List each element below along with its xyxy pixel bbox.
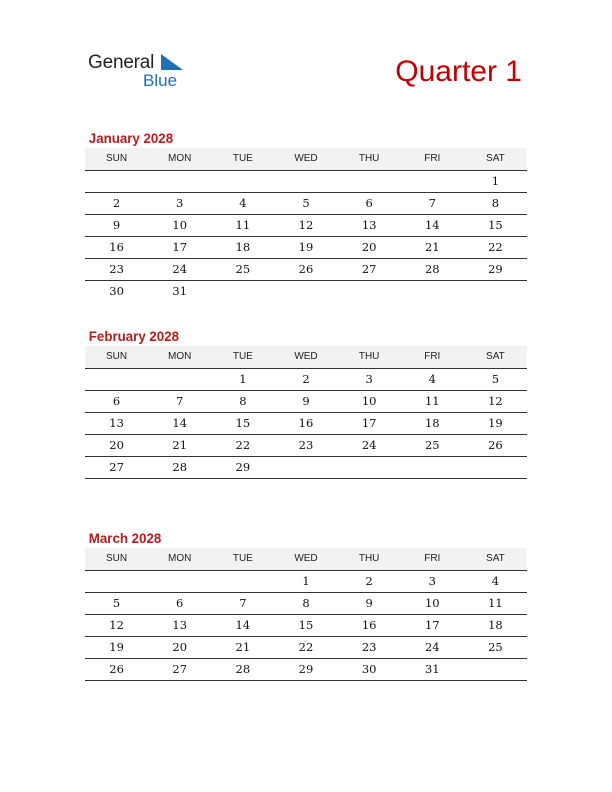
day-cell: 21 — [424, 240, 440, 254]
day-cell: 27 — [172, 662, 188, 676]
day-cell: 5 — [491, 372, 500, 386]
day-cell: 11 — [235, 218, 251, 232]
week-row — [85, 369, 527, 391]
day-cell: 24 — [361, 438, 377, 452]
day-cell: 9 — [302, 394, 310, 408]
logo-text-blue: Blue — [143, 71, 178, 90]
weekday-label: WED — [294, 153, 318, 164]
weekday-label: WED — [294, 351, 318, 362]
day-cell: 9 — [112, 218, 121, 232]
day-cell: 25 — [235, 262, 251, 276]
generalblue-logo — [88, 52, 208, 92]
month-title: March 2028 — [88, 530, 162, 546]
weekday-label: SAT — [486, 351, 505, 362]
weekday-label: SAT — [486, 553, 505, 564]
weekday-label: TUE — [232, 553, 253, 564]
weekday-label: MON — [168, 153, 192, 164]
day-cell: 5 — [112, 596, 121, 610]
day-cell: 30 — [361, 662, 377, 676]
day-cell: 15 — [488, 218, 503, 232]
weekday-label: THU — [358, 553, 380, 564]
day-cell — [148, 171, 211, 192]
day-cell: 2 — [302, 372, 310, 386]
day-cell: 29 — [488, 262, 503, 276]
day-cell: 26 — [109, 662, 124, 676]
day-cell: 10 — [424, 596, 440, 610]
weekday-label: SUN — [106, 553, 128, 564]
day-cell: 21 — [235, 640, 251, 654]
day-cell — [211, 171, 274, 192]
day-cell: 22 — [235, 438, 251, 452]
day-cell: 4 — [239, 196, 247, 210]
day-cell: 1 — [239, 372, 247, 386]
day-cell: 17 — [424, 618, 440, 632]
day-cell: 17 — [172, 240, 188, 254]
day-cell: 8 — [302, 596, 310, 610]
day-cell: 20 — [109, 438, 124, 452]
day-cell — [338, 171, 401, 192]
week-row — [85, 259, 527, 281]
day-cell: 28 — [235, 662, 251, 676]
day-cell: 13 — [109, 416, 124, 430]
day-cell: 18 — [424, 416, 440, 430]
day-cell: 10 — [172, 218, 188, 232]
day-cell: 6 — [365, 196, 373, 210]
day-cell: 17 — [361, 416, 377, 430]
day-cell: 22 — [298, 640, 314, 654]
weekday-label: TUE — [232, 153, 253, 164]
weekday-label: THU — [358, 351, 380, 362]
week-row — [85, 413, 527, 435]
day-cell: 15 — [298, 618, 314, 632]
day-cell: 6 — [112, 394, 121, 408]
day-cell: 25 — [424, 438, 440, 452]
day-cell: 14 — [424, 218, 440, 232]
day-cell: 10 — [361, 394, 377, 408]
day-cell: 2 — [112, 196, 121, 210]
day-cell — [211, 571, 274, 592]
weekday-label: WED — [294, 553, 318, 564]
day-cell — [148, 571, 211, 592]
day-cell: 4 — [491, 574, 500, 588]
day-cell: 16 — [361, 618, 377, 632]
day-cell: 31 — [424, 662, 440, 676]
weekday-label: SUN — [106, 153, 128, 164]
day-cell — [148, 369, 211, 390]
day-cell: 26 — [488, 438, 503, 452]
day-cell: 11 — [488, 596, 503, 610]
day-cell: 21 — [172, 438, 188, 452]
day-cell: 3 — [365, 372, 373, 386]
day-cell — [464, 457, 527, 478]
day-cell: 28 — [424, 262, 440, 276]
day-cell: 7 — [176, 394, 184, 408]
weekday-label: SAT — [486, 153, 505, 164]
day-cell: 20 — [361, 240, 377, 254]
day-cell: 8 — [491, 196, 500, 210]
day-cell — [85, 571, 148, 592]
weekday-label: THU — [358, 153, 380, 164]
logo-text-general: General — [88, 52, 155, 73]
day-cell: 1 — [302, 574, 310, 588]
day-cell: 18 — [488, 618, 503, 632]
day-cell — [401, 281, 464, 302]
day-cell: 12 — [488, 394, 503, 408]
week-row — [85, 281, 527, 302]
day-cell: 30 — [109, 284, 124, 298]
week-row — [85, 435, 527, 457]
day-cell — [274, 171, 337, 192]
day-cell: 13 — [361, 218, 377, 232]
day-cell: 26 — [298, 262, 314, 276]
day-cell — [274, 457, 337, 478]
week-row — [85, 237, 527, 259]
day-cell: 25 — [488, 640, 503, 654]
day-cell — [211, 281, 274, 302]
day-cell: 14 — [235, 618, 251, 632]
logo-triangle-icon — [161, 54, 183, 70]
day-cell: 13 — [172, 618, 188, 632]
month-block-march — [85, 528, 527, 681]
day-cell: 2 — [365, 574, 373, 588]
weekday-label: MON — [168, 351, 192, 362]
day-cell: 23 — [109, 262, 124, 276]
day-cell: 3 — [176, 196, 184, 210]
day-cell: 28 — [172, 460, 188, 474]
day-cell: 4 — [428, 372, 436, 386]
weekday-label: FRI — [424, 553, 441, 564]
day-cell: 12 — [109, 618, 124, 632]
day-cell: 7 — [239, 596, 247, 610]
day-cell: 9 — [365, 596, 373, 610]
week-row — [85, 571, 527, 593]
day-cell: 31 — [172, 284, 188, 298]
day-cell: 19 — [109, 640, 124, 654]
day-cell: 29 — [298, 662, 314, 676]
page-title: Quarter 1 — [395, 55, 522, 88]
week-row — [85, 615, 527, 637]
day-cell: 19 — [298, 240, 314, 254]
day-cell — [338, 281, 401, 302]
week-row — [85, 659, 527, 681]
day-cell: 7 — [428, 196, 436, 210]
day-cell: 8 — [239, 394, 247, 408]
day-cell — [274, 281, 337, 302]
day-cell: 29 — [235, 460, 251, 474]
month-title: January 2028 — [88, 130, 174, 146]
week-row — [85, 593, 527, 615]
day-cell — [338, 457, 401, 478]
day-cell: 1 — [491, 174, 500, 188]
weekday-label: MON — [168, 553, 192, 564]
weekday-label: FRI — [424, 351, 441, 362]
weekday-header — [85, 148, 527, 171]
day-cell: 27 — [109, 460, 124, 474]
day-cell: 23 — [361, 640, 377, 654]
weekday-header — [85, 548, 527, 571]
day-cell: 24 — [172, 262, 188, 276]
week-row — [85, 171, 527, 193]
month-block-january — [85, 128, 527, 302]
day-cell — [401, 457, 464, 478]
week-row — [85, 391, 527, 413]
month-title: February 2028 — [88, 328, 180, 344]
day-cell — [85, 171, 148, 192]
day-cell: 19 — [488, 416, 503, 430]
day-cell: 12 — [298, 218, 314, 232]
weekday-header — [85, 346, 527, 369]
day-cell: 16 — [109, 240, 124, 254]
day-cell: 16 — [298, 416, 314, 430]
day-cell: 15 — [235, 416, 251, 430]
week-row — [85, 215, 527, 237]
weekday-label: TUE — [232, 351, 253, 362]
day-cell: 6 — [176, 596, 184, 610]
day-cell — [401, 171, 464, 192]
weekday-label: SUN — [106, 351, 128, 362]
day-cell: 3 — [428, 574, 436, 588]
day-cell: 18 — [235, 240, 251, 254]
weekday-label: FRI — [424, 153, 441, 164]
day-cell: 11 — [424, 394, 440, 408]
week-row — [85, 637, 527, 659]
week-row — [85, 457, 527, 479]
day-cell: 22 — [488, 240, 503, 254]
day-cell — [464, 659, 527, 680]
day-cell: 14 — [172, 416, 188, 430]
week-row — [85, 193, 527, 215]
day-cell: 23 — [298, 438, 314, 452]
day-cell: 20 — [172, 640, 188, 654]
day-cell: 27 — [361, 262, 377, 276]
day-cell — [464, 281, 527, 302]
month-block-february — [85, 326, 527, 479]
day-cell — [85, 369, 148, 390]
day-cell: 24 — [424, 640, 440, 654]
day-cell: 5 — [302, 196, 310, 210]
